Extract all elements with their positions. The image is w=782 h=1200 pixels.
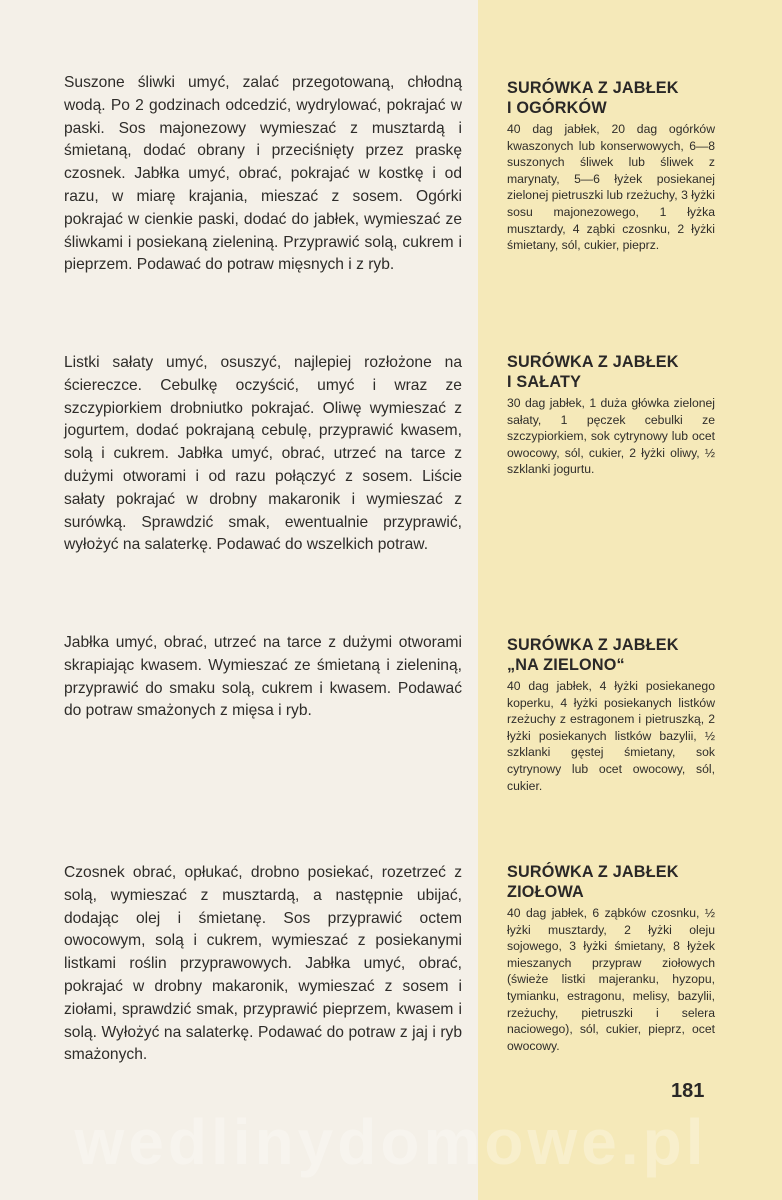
recipe-ingredients: 40 dag jabłek, 4 łyżki posiekanego koperku, 4 łyżki posiekanych listków rzeżuchy z estragonem i pietruszką, 2 łyżki posiekanych listków bazylii, ½ szklanki gęstej śmietany, sok cytrynowy lub ocet owocowy, sól, cukier. [507, 679, 715, 793]
recipe-title-line-2: I OGÓRKÓW [507, 99, 607, 117]
recipe-block-2 [507, 352, 715, 478]
recipe-title-line-1: SURÓWKA Z JABŁEK [507, 636, 679, 654]
page-number: 181 [671, 1080, 705, 1102]
recipe-title-line-1: SURÓWKA Z JABŁEK [507, 79, 679, 97]
recipe-ingredients: 40 dag jabłek, 20 dag ogórków kwaszonych lub konserwowych, 6—8 suszonych śliwek lub śliwek z marynaty, 5—6 łyżek posiekanej zielonej pietruszki lub rzeżuchy, 3 łyżki sosu majonezowego, 1 łyżka musztardy, 4 ząbki czosnku, 2 łyżki śmietany, sól, cukier, pieprz. [507, 122, 715, 253]
recipe-title-line-2: ZIOŁOWA [507, 883, 584, 901]
recipe-title-line-2: „NA ZIELONO“ [507, 656, 625, 674]
instructions-paragraph-1: Suszone śliwki umyć, zalać przegotowaną, chłodną wodą. Po 2 godzinach odcedzić, wydrylować, pokrajać w paski. Sos majonezowy wymieszać z musztardą i śmietaną, dodać obrany i przeciśnięty przez praskę czosnek. Jabłka umyć, obrać, pokrajać w kostkę i od razu, w miarę krajania, mieszać z sosem. Ogórki pokrajać w cienkie paski, dodać do jabłek, wymieszać ze śliwkami i posiekaną zieleniną. Przyprawić solą, cukrem i pieprzem. Podawać do potraw mięsnych i z ryb. [64, 74, 462, 274]
recipe-title [507, 862, 715, 902]
instructions-paragraph-3: Jabłka umyć, obrać, utrzeć na tarce z dużymi otworami skrapiając kwasem. Wymieszać ze śmietaną i zieleniną, przyprawić do smaku solą, cukrem i kwasem. Podawać do potraw smażonych z mięsa i ryb. [64, 634, 462, 720]
recipe-block-1 [507, 78, 715, 254]
instructions-paragraph-4: Czosnek obrać, opłukać, drobno posiekać, rozetrzeć z solą, wymieszać z musztardą, a następnie ubijać, dodając olej i śmietanę. Sos przyprawić octem owocowym, solą i cukrem, wymieszać z posiekanymi listkami roślin przyprawowych. Jabłka umyć, obrać, pokrajać w drobny makaronik, wymieszać z sosem i ziołami, sprawdzić smak, przyprawić pieprzem, kwasem i solą. Wyłożyć na salaterkę. Podawać do potraw z jaj i ryb smażonych. [64, 864, 462, 1064]
recipe-title [507, 78, 715, 118]
recipe-block-3 [507, 635, 715, 794]
watermark: wedlinydomowe.pl [74, 1106, 708, 1178]
recipe-title [507, 352, 715, 392]
recipe-title-line-1: SURÓWKA Z JABŁEK [507, 353, 679, 371]
recipe-block-4 [507, 862, 715, 1054]
recipe-ingredients: 30 dag jabłek, 1 duża główka zielonej sałaty, 1 pęczek cebulki ze szczypiorkiem, sok cytrynowy lub ocet owocowy, sól, cukier, 2 łyżki oliwy, ½ szklanki jogurtu. [507, 396, 715, 477]
recipe-ingredients: 40 dag jabłek, 6 ząbków czosnku, ½ łyżki musztardy, 2 łyżki oleju sojowego, 3 łyżki śmietany, 8 łyżek mieszanych przypraw ziołowych (świeże listki majeranku, hyzopu, tymianku, estragonu, melisy, bazylii, rzeżuchy, pietruszki i selera naciowego), sól, cukier, pieprz, ocet owocowy. [507, 906, 715, 1053]
recipe-title [507, 635, 715, 675]
recipe-title-line-1: SURÓWKA Z JABŁEK [507, 863, 679, 881]
recipe-title-line-2: I SAŁATY [507, 373, 582, 391]
instructions-paragraph-2: Listki sałaty umyć, osuszyć, najlepiej rozłożone na ściereczce. Cebulkę oczyścić, umyć i wraz ze szczypiorkiem drobniutko pokrajać. Oliwę wymieszać z jogurtem, dodać pokrajaną cebulę, przyprawić kwasem, solą i cukrem. Jabłka umyć, obrać, utrzeć na tarce z dużymi otworami i od razu połączyć z sosem. Liście sałaty pokrajać w drobny makaronik i wymieszać z surówką. Sprawdzić smak, ewentualnie przyprawić, wyłożyć na salaterkę. Podawać do wszelkich potraw. [64, 354, 462, 554]
